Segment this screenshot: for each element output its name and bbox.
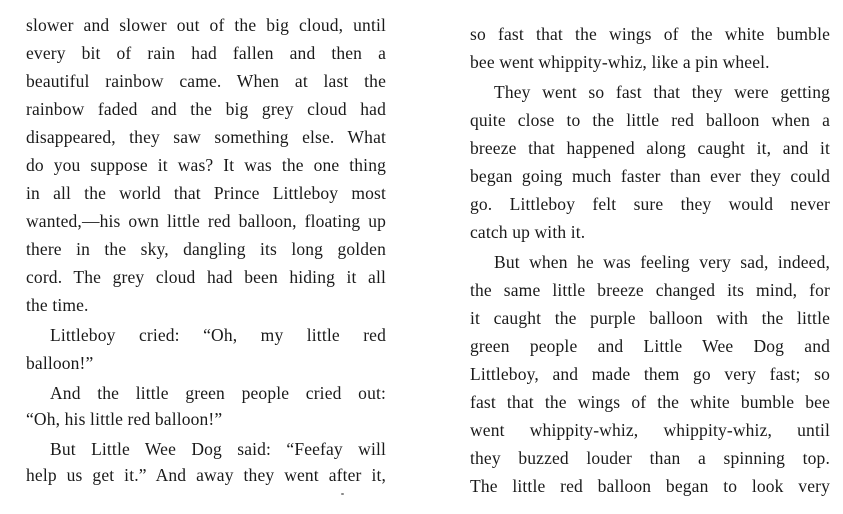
text-line: But Little Wee Dog said: “Feefay will [50, 439, 386, 459]
scan-speck [341, 493, 344, 495]
text-line: rainbow faded and the big grey cloud had [26, 99, 386, 119]
text-line: catch up with it. [470, 222, 586, 242]
text-line: cord. The grey cloud had been hiding it all [26, 267, 386, 287]
text-line: balloon!” [26, 353, 94, 373]
text-line: Littleboy, and made them go very fast; so [470, 364, 830, 384]
text-line: Littleboy cried: “Oh, my little red [50, 325, 386, 345]
text-line: “Oh, his little red balloon!” [26, 409, 223, 429]
text-line: went whippity-whiz, whippity-whiz, until [470, 420, 830, 440]
text-line: fast that the wings of the white bumble bee [470, 392, 830, 412]
text-line: do you suppose it was? It was the one thing [26, 155, 386, 175]
text-line: The little red balloon began to look very [470, 476, 830, 496]
text-line: every bit of rain had fallen and then a [26, 43, 386, 63]
text-line: began going much faster than ever they could [470, 166, 830, 186]
text-line: beautiful rainbow came. When at last the [26, 71, 386, 91]
text-line: disappeared, they saw something else. What [26, 127, 386, 147]
text-line: go. Littleboy felt sure they would never [470, 194, 830, 214]
text-line: in all the world that Prince Littleboy most [26, 183, 386, 203]
right-page [470, 0, 830, 514]
text-line: green people and Little Wee Dog and [470, 336, 830, 356]
text-line: quite close to the little red balloon when a [470, 110, 830, 130]
text-line: wanted,—his own little red balloon, floating up [26, 211, 386, 231]
text-line: there in the sky, dangling its long golden [26, 239, 386, 259]
text-line: so fast that the wings of the white bumble [470, 24, 830, 44]
text-line: help us get it.” And away they went after it, [26, 465, 386, 485]
text-line: they buzzed louder than a spinning top. [470, 448, 830, 468]
text-line: slower and slower out of the big cloud, until [26, 15, 386, 35]
text-line: They went so fast that they were getting [494, 82, 830, 102]
text-line: And the little green people cried out: [50, 383, 386, 403]
text-line: But when he was feeling very sad, indeed, [494, 252, 830, 272]
left-page [26, 0, 386, 514]
text-line: the same little breeze changed its mind, for [470, 280, 830, 300]
text-line: breeze that happened along caught it, and it [470, 138, 830, 158]
text-line: the time. [26, 295, 89, 315]
text-line: it caught the purple balloon with the little [470, 308, 830, 328]
text-line: bee went whippity-whiz, like a pin wheel. [470, 52, 770, 72]
